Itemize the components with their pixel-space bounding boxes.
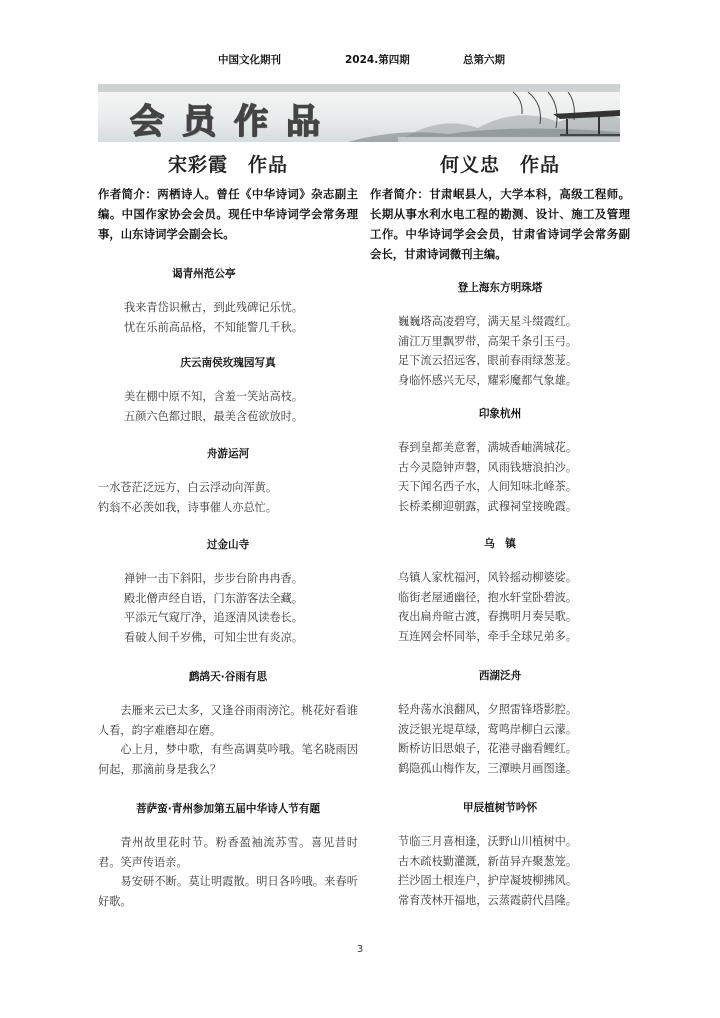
poem-lines bbox=[98, 298, 358, 337]
poem-line: 去雁来云已太多，又逢谷雨雨滂沱。桃花好看谁人看，韵字难磨却在磨。 bbox=[98, 704, 358, 737]
poem-title: 登上海东方明珠塔 bbox=[457, 282, 543, 294]
poem-line: 古今灵隐钟声磐，风雨钱塘浪拍沙。 bbox=[398, 460, 578, 474]
poem-line: 常育茂林开福地，云蒸霞蔚代昌隆。 bbox=[398, 893, 578, 907]
banner-title: 会员作品 bbox=[130, 102, 338, 142]
poem-line: 身临怀感兴无尽，耀彩魔都气象雄。 bbox=[398, 373, 578, 387]
poem-lines bbox=[98, 478, 358, 517]
poem-line: 轻舟荡水浪翻风，夕照雷锋塔影腔。 bbox=[398, 703, 578, 716]
total-issue-label: 总第六期 bbox=[463, 54, 505, 66]
poem bbox=[370, 800, 630, 910]
left-column bbox=[98, 150, 358, 911]
poem-line: 临街老屋通幽径，抱水轩堂卧碧波。 bbox=[398, 590, 578, 604]
poem-line: 一水苍茫泛远方，白云浮动向浑黄。 bbox=[98, 481, 278, 494]
poem-lines bbox=[370, 438, 630, 516]
poem-line: 波泛银光堤草绿，莺鸣岸柳白云濛。 bbox=[398, 722, 578, 736]
poem bbox=[98, 537, 358, 647]
poem-line: 忧在乐前高品格，不知能警几千秋。 bbox=[124, 320, 304, 334]
poem-lines bbox=[370, 312, 630, 390]
poem-lines bbox=[98, 387, 358, 426]
poem bbox=[98, 266, 358, 337]
poem-title: 舟游运河 bbox=[206, 448, 250, 460]
poem bbox=[370, 406, 630, 516]
poem-line: 乌镇人家枕福河，风铃摇动柳婆娑。 bbox=[398, 571, 578, 584]
author-bio: 作者简介：两栖诗人。曾任《中华诗词》杂志副主编。中国作家协会会员。现任中华诗词学会常务理事，山东诗词学会副会长。 bbox=[98, 187, 358, 241]
poem-lines bbox=[98, 833, 358, 911]
poem bbox=[98, 446, 358, 517]
poem-line: 足下流云招远客，眼前春雨绿葱茏。 bbox=[398, 354, 578, 367]
poem-line: 五颜六色都过眼，最美含苞欲放时。 bbox=[124, 409, 304, 423]
poem-line: 鹤隐孤山梅作友，三潭映月画图逢。 bbox=[398, 761, 578, 775]
poem-lines bbox=[98, 701, 358, 779]
poem bbox=[98, 355, 358, 426]
poem bbox=[98, 801, 358, 911]
poem bbox=[370, 668, 630, 778]
poem-line: 钓翁不必羡如我，诗事催人亦总忙。 bbox=[98, 500, 278, 514]
poem-line: 节临三月喜相逢，沃野山川植树中。 bbox=[398, 835, 578, 848]
poem-line: 断桥访旧思娘子，花港寻幽看鲤红。 bbox=[398, 742, 578, 755]
author-heading: 何义忠 作品 bbox=[439, 154, 560, 176]
poem-line: 易安研不断。莫让明霞散。明日各吟哦。来春听好歌。 bbox=[98, 875, 358, 908]
poem-line: 禅钟一击下斜阳，步步台阶冉冉香。 bbox=[124, 572, 304, 585]
author-bio: 作者简介：甘肃岷县人，大学本科，高级工程师。长期从事水利水电工程的勘测、设计、施工及管理工作。中华诗词学会会员，甘肃省诗词学会常务副会长，甘肃诗词微刊主编。 bbox=[370, 187, 630, 261]
poem bbox=[370, 280, 630, 390]
poem-line: 巍巍塔高凌碧穹，满天星斗缀霞红。 bbox=[398, 315, 578, 328]
poem-line: 青州故里花时节。粉香盈袖流苏雪。喜见昔时君。笑声传语亲。 bbox=[98, 836, 358, 869]
poem-line: 拦沙固土根连户，护岸凝坡柳拂风。 bbox=[398, 874, 578, 887]
poem-line: 互连网会杯同举，牵手全球兄弟多。 bbox=[398, 629, 578, 643]
running-header bbox=[0, 52, 720, 68]
poem-lines bbox=[370, 832, 630, 910]
poem-line: 天下闻名西子水，人间知味北峰茶。 bbox=[398, 480, 578, 493]
journal-name: 中国文化期刊 bbox=[218, 54, 281, 66]
right-column bbox=[370, 150, 630, 910]
poem-lines bbox=[98, 569, 358, 647]
poem-title: 甲辰植树节吟怀 bbox=[462, 802, 538, 814]
poem-title: 谒青州范公亭 bbox=[172, 268, 236, 280]
poem-title: 过金山寺 bbox=[206, 539, 250, 551]
poem-line: 长桥柔柳迎朝露，武穆祠堂接晚霞。 bbox=[398, 499, 578, 513]
poem-line: 古木疏枝勤灌溉，新苗异卉聚葱笼。 bbox=[398, 854, 578, 868]
poem-title: 菩萨蛮·青州参加第五届中华诗人节有题 bbox=[135, 803, 321, 815]
poem-line: 我来青岱识楸古，到此残碑记乐忧。 bbox=[124, 301, 304, 314]
poem-title: 西湖泛舟 bbox=[478, 670, 522, 682]
poem-line: 美在棚中原不知，含羞一笑站高枝。 bbox=[124, 390, 304, 403]
poem-line: 平添元气窥厅净，追逐清风读卷长。 bbox=[124, 611, 304, 624]
poem-line: 殿北僧声经自语，门东游客法全藏。 bbox=[124, 591, 304, 605]
poem-line: 春到皇都美意奢，满城香岫满城花。 bbox=[398, 441, 578, 454]
poem-lines bbox=[370, 700, 630, 778]
author-heading: 宋彩霞 作品 bbox=[167, 154, 288, 176]
poem-title: 鹧鸪天·谷雨有思 bbox=[188, 671, 268, 683]
poem-lines bbox=[370, 568, 630, 646]
poem-title: 乌 镇 bbox=[484, 538, 516, 550]
issue-label: 2024.第四期 bbox=[345, 54, 410, 66]
poem-line: 浦江万里飘罗带，高架千条引玉弓。 bbox=[398, 334, 578, 348]
poem-title: 庆云南侯玫瑰园写真 bbox=[180, 357, 276, 369]
page-number: 3 bbox=[356, 944, 364, 955]
poem-line: 心上月，梦中歌，有些高调莫吟哦。笔名晓雨因何起，那滴前身是我么？ bbox=[98, 743, 358, 776]
poem-line: 夜出扁舟暄古渡，春携明月奏吴歌。 bbox=[398, 610, 578, 623]
section-banner bbox=[98, 84, 620, 142]
poem-line: 看破人间千岁佛，可知尘世有炎凉。 bbox=[124, 630, 304, 644]
poem bbox=[98, 669, 358, 779]
poem-title: 印象杭州 bbox=[478, 408, 522, 420]
poem bbox=[370, 536, 630, 646]
